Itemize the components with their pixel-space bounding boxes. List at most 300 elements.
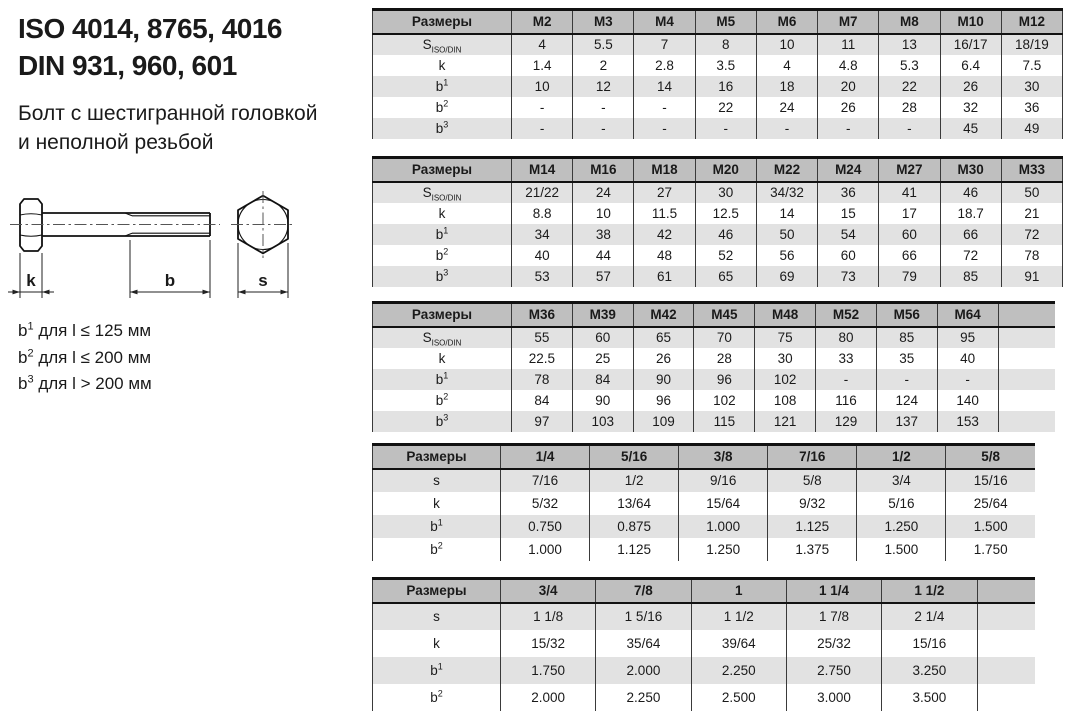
header-size-cell: M30 [940, 158, 1001, 182]
value-cell: 35/64 [596, 630, 691, 657]
header-dimensions-label: Размеры [373, 158, 512, 182]
value-cell: 90 [633, 369, 694, 390]
value-cell: 4 [756, 55, 817, 76]
value-cell: 60 [572, 327, 633, 348]
value-cell: - [573, 118, 634, 139]
row-label: $b^3$ [373, 266, 512, 287]
value-cell: 2.250 [596, 684, 691, 711]
header-size-cell: 1 1/4 [786, 579, 881, 603]
header-size-cell: M24 [818, 158, 879, 182]
value-cell: 3.250 [882, 657, 977, 684]
value-cell: 1.125 [768, 515, 857, 538]
value-cell: 129 [816, 411, 877, 432]
value-cell: 109 [633, 411, 694, 432]
s-dimension-label: s [258, 271, 268, 290]
value-cell: 16/17 [940, 34, 1001, 55]
value-cell: - [876, 369, 937, 390]
value-cell: 25/32 [786, 630, 881, 657]
value-cell: - [512, 97, 573, 118]
value-cell: 15/16 [946, 469, 1035, 492]
row-label: k [373, 55, 512, 76]
header-size-cell: M4 [634, 10, 695, 34]
value-cell [977, 603, 1035, 630]
header-size-cell: M22 [756, 158, 817, 182]
value-cell: 75 [755, 327, 816, 348]
table-row [373, 118, 1063, 139]
value-cell: 1 5/16 [596, 603, 691, 630]
value-cell: 12.5 [695, 203, 756, 224]
value-cell: 61 [634, 266, 695, 287]
header-size-cell: M27 [879, 158, 940, 182]
value-cell: 48 [634, 245, 695, 266]
title-din: DIN 931, 960, 601 [18, 50, 237, 81]
value-cell: 91 [1001, 266, 1062, 287]
table-row [373, 245, 1063, 266]
value-cell: 140 [937, 390, 998, 411]
value-cell: 72 [1001, 224, 1062, 245]
value-cell: 30 [695, 182, 756, 203]
value-cell: 39/64 [691, 630, 786, 657]
value-cell [998, 327, 1055, 348]
title-iso: ISO 4014, 8765, 4016 [18, 13, 282, 44]
value-cell: - [756, 118, 817, 139]
bolt-head-front-view [231, 191, 295, 258]
value-cell: 16 [695, 76, 756, 97]
value-cell: 2.250 [691, 657, 786, 684]
value-cell [998, 411, 1055, 432]
value-cell [977, 684, 1035, 711]
table-row [373, 348, 1056, 369]
value-cell: 45 [940, 118, 1001, 139]
value-cell: 13 [879, 34, 940, 55]
value-cell: 96 [694, 369, 755, 390]
value-cell: - [818, 118, 879, 139]
value-cell: - [879, 118, 940, 139]
row-label: $b^3$ [373, 118, 512, 139]
inch-table-quarter-to-5-8 [372, 443, 1035, 561]
row-label: k [373, 348, 512, 369]
value-cell: 22.5 [512, 348, 573, 369]
value-cell: 2.8 [634, 55, 695, 76]
header-size-cell: 1/4 [501, 445, 590, 469]
table-header-row [373, 10, 1063, 34]
value-cell: 4.8 [818, 55, 879, 76]
row-label: $b^2$ [373, 684, 501, 711]
header-size-cell: M18 [634, 158, 695, 182]
header-size-cell: 3/4 [501, 579, 596, 603]
value-cell: 1.750 [501, 657, 596, 684]
table-row [373, 224, 1063, 245]
value-cell: 124 [876, 390, 937, 411]
row-label: $b^1$ [373, 224, 512, 245]
header-size-cell: M20 [695, 158, 756, 182]
bolt-drawing-svg [5, 188, 317, 310]
value-cell: 14 [756, 203, 817, 224]
table-row [373, 182, 1063, 203]
value-cell: 38 [573, 224, 634, 245]
value-cell: 3.5 [695, 55, 756, 76]
value-cell: 1.000 [679, 515, 768, 538]
value-cell: 57 [573, 266, 634, 287]
value-cell: 102 [755, 369, 816, 390]
header-size-cell: 1/2 [857, 445, 946, 469]
value-cell: 65 [633, 327, 694, 348]
note-line: $b^1$ для l ≤ 125 мм [18, 320, 152, 340]
value-cell: 7 [634, 34, 695, 55]
header-dimensions-label: Размеры [373, 303, 512, 327]
value-cell: 69 [756, 266, 817, 287]
value-cell: 1 1/2 [691, 603, 786, 630]
row-label: $S_{ISO/DIN}$ [373, 327, 512, 348]
value-cell: 1 7/8 [786, 603, 881, 630]
table-row [373, 538, 1036, 561]
header-size-cell: M16 [573, 158, 634, 182]
row-label: $b^1$ [373, 369, 512, 390]
value-cell: 102 [694, 390, 755, 411]
value-cell: 5.5 [573, 34, 634, 55]
table-row [373, 266, 1063, 287]
inch-table-3-4-to-1-1-2 [372, 577, 1035, 711]
value-cell: 11.5 [634, 203, 695, 224]
note-line: $b^2$ для l ≤ 200 мм [18, 346, 152, 367]
value-cell: - [634, 118, 695, 139]
header-size-cell: M10 [940, 10, 1001, 34]
subtitle-line-1: Болт с шестигранной головкой [18, 102, 318, 125]
value-cell: 46 [940, 182, 1001, 203]
value-cell: 66 [940, 224, 1001, 245]
header-size-cell: M8 [879, 10, 940, 34]
value-cell: 8 [695, 34, 756, 55]
row-label: $b^2$ [373, 538, 501, 561]
value-cell: 10 [756, 34, 817, 55]
header-size-cell: M12 [1001, 10, 1062, 34]
value-cell: 2.000 [596, 657, 691, 684]
value-cell: - [634, 97, 695, 118]
value-cell: 78 [512, 369, 573, 390]
row-label: $S_{ISO/DIN}$ [373, 34, 512, 55]
value-cell: 26 [633, 348, 694, 369]
value-cell [977, 630, 1035, 657]
table-header-row [373, 579, 1036, 603]
table-row [373, 327, 1056, 348]
header-size-cell: 7/8 [596, 579, 691, 603]
value-cell: 95 [937, 327, 998, 348]
value-cell: 56 [756, 245, 817, 266]
header-size-cell: 3/8 [679, 445, 768, 469]
subtitle-block [18, 99, 317, 157]
header-size-cell: M14 [512, 158, 573, 182]
header-size-cell: M64 [937, 303, 998, 327]
value-cell: 42 [634, 224, 695, 245]
header-size-cell: M45 [694, 303, 755, 327]
value-cell: 28 [879, 97, 940, 118]
dimension-notes [18, 318, 152, 398]
value-cell: 25/64 [946, 492, 1035, 515]
value-cell: 25 [572, 348, 633, 369]
value-cell: 60 [879, 224, 940, 245]
value-cell [998, 390, 1055, 411]
value-cell: 27 [634, 182, 695, 203]
row-label: $b^2$ [373, 97, 512, 118]
value-cell: 22 [879, 76, 940, 97]
value-cell: 35 [876, 348, 937, 369]
value-cell: 3.000 [786, 684, 881, 711]
value-cell: 26 [940, 76, 1001, 97]
row-label: s [373, 469, 501, 492]
value-cell: 1.125 [590, 538, 679, 561]
value-cell: 73 [818, 266, 879, 287]
value-cell: 24 [573, 182, 634, 203]
row-label: $b^3$ [373, 411, 512, 432]
value-cell: 28 [694, 348, 755, 369]
table-header-row [373, 303, 1056, 327]
b-dimension-label: b [164, 271, 176, 290]
value-cell: 53 [512, 266, 573, 287]
header-dimensions-label: Размеры [373, 10, 512, 34]
value-cell: 70 [694, 327, 755, 348]
row-label: $b^2$ [373, 245, 512, 266]
value-cell: 55 [512, 327, 573, 348]
value-cell: 40 [937, 348, 998, 369]
table-row [373, 34, 1063, 55]
table-row [373, 657, 1036, 684]
value-cell: 7/16 [501, 469, 590, 492]
value-cell: 22 [695, 97, 756, 118]
header-size-cell [977, 579, 1035, 603]
value-cell: 32 [940, 97, 1001, 118]
header-size-cell: M5 [695, 10, 756, 34]
value-cell: 1.250 [857, 515, 946, 538]
metric-table-m36-m64 [372, 301, 1055, 432]
table-row [373, 411, 1056, 432]
value-cell: 30 [755, 348, 816, 369]
title-block [18, 10, 282, 84]
row-label: $b^1$ [373, 515, 501, 538]
row-label: $S_{ISO/DIN}$ [373, 182, 512, 203]
value-cell: 116 [816, 390, 877, 411]
value-cell: 2.750 [786, 657, 881, 684]
value-cell: 36 [1001, 97, 1062, 118]
value-cell: 12 [573, 76, 634, 97]
value-cell: 15/32 [501, 630, 596, 657]
value-cell: 49 [1001, 118, 1062, 139]
header-size-cell: M3 [573, 10, 634, 34]
value-cell: - [512, 118, 573, 139]
value-cell: 2.000 [501, 684, 596, 711]
value-cell: 50 [756, 224, 817, 245]
value-cell: 44 [573, 245, 634, 266]
table-row [373, 203, 1063, 224]
header-size-cell: M36 [512, 303, 573, 327]
header-dimensions-label: Размеры [373, 445, 501, 469]
row-label: $b^2$ [373, 390, 512, 411]
value-cell: 36 [818, 182, 879, 203]
value-cell: 2 1/4 [882, 603, 977, 630]
value-cell: 15/16 [882, 630, 977, 657]
value-cell: 8.8 [512, 203, 573, 224]
header-size-cell: M33 [1001, 158, 1062, 182]
value-cell [998, 348, 1055, 369]
value-cell: 1.500 [857, 538, 946, 561]
table-row [373, 369, 1056, 390]
value-cell: - [695, 118, 756, 139]
header-size-cell: M56 [876, 303, 937, 327]
value-cell: 18.7 [940, 203, 1001, 224]
value-cell: 1.4 [512, 55, 573, 76]
value-cell: 5/8 [768, 469, 857, 492]
value-cell: 46 [695, 224, 756, 245]
header-size-cell: M6 [756, 10, 817, 34]
table-row [373, 390, 1056, 411]
table-row [373, 603, 1036, 630]
value-cell: 115 [694, 411, 755, 432]
value-cell: 54 [818, 224, 879, 245]
value-cell: 2 [573, 55, 634, 76]
value-cell: 1.000 [501, 538, 590, 561]
table-row [373, 55, 1063, 76]
header-size-cell [998, 303, 1055, 327]
value-cell: 9/32 [768, 492, 857, 515]
value-cell: 18/19 [1001, 34, 1062, 55]
dimension-b [130, 240, 210, 298]
value-cell: 84 [512, 390, 573, 411]
header-size-cell: 1 1/2 [882, 579, 977, 603]
row-label: s [373, 603, 501, 630]
value-cell: 9/16 [679, 469, 768, 492]
value-cell: 0.875 [590, 515, 679, 538]
value-cell: 34 [512, 224, 573, 245]
value-cell: 11 [818, 34, 879, 55]
value-cell: 1.500 [946, 515, 1035, 538]
bolt-technical-drawing [5, 188, 317, 315]
value-cell: 13/64 [590, 492, 679, 515]
header-size-cell: 5/16 [590, 445, 679, 469]
value-cell: 121 [755, 411, 816, 432]
value-cell: 85 [940, 266, 1001, 287]
value-cell: - [937, 369, 998, 390]
value-cell: 65 [695, 266, 756, 287]
value-cell: 20 [818, 76, 879, 97]
value-cell [998, 369, 1055, 390]
value-cell: 66 [879, 245, 940, 266]
table-row [373, 630, 1036, 657]
value-cell: 14 [634, 76, 695, 97]
value-cell: 79 [879, 266, 940, 287]
value-cell: 153 [937, 411, 998, 432]
k-dimension-label: k [26, 271, 36, 290]
value-cell: 15 [818, 203, 879, 224]
value-cell: 52 [695, 245, 756, 266]
value-cell: 1.250 [679, 538, 768, 561]
value-cell: 15/64 [679, 492, 768, 515]
value-cell: 17 [879, 203, 940, 224]
value-cell: 7.5 [1001, 55, 1062, 76]
value-cell: 1.375 [768, 538, 857, 561]
row-label: k [373, 203, 512, 224]
row-label: $b^1$ [373, 76, 512, 97]
value-cell: 97 [512, 411, 573, 432]
value-cell: 26 [818, 97, 879, 118]
value-cell: 2.500 [691, 684, 786, 711]
value-cell: 85 [876, 327, 937, 348]
value-cell: 21 [1001, 203, 1062, 224]
value-cell: 40 [512, 245, 573, 266]
header-size-cell: 7/16 [768, 445, 857, 469]
value-cell: 6.4 [940, 55, 1001, 76]
header-dimensions-label: Размеры [373, 579, 501, 603]
subtitle-line-2: и неполной резьбой [18, 131, 214, 154]
value-cell: 5/32 [501, 492, 590, 515]
table-header-row [373, 158, 1063, 182]
header-size-cell: 5/8 [946, 445, 1035, 469]
header-size-cell: M52 [816, 303, 877, 327]
value-cell: 24 [756, 97, 817, 118]
row-label: $b^1$ [373, 657, 501, 684]
header-size-cell: M7 [818, 10, 879, 34]
header-size-cell: M2 [512, 10, 573, 34]
value-cell [977, 657, 1035, 684]
metric-table-m2-m12 [372, 8, 1063, 139]
value-cell: 90 [572, 390, 633, 411]
header-size-cell: 1 [691, 579, 786, 603]
value-cell: 108 [755, 390, 816, 411]
value-cell: 0.750 [501, 515, 590, 538]
value-cell: 137 [876, 411, 937, 432]
value-cell: 1/2 [590, 469, 679, 492]
value-cell: 18 [756, 76, 817, 97]
value-cell: 10 [573, 203, 634, 224]
value-cell: 34/32 [756, 182, 817, 203]
value-cell: 1.750 [946, 538, 1035, 561]
value-cell: 103 [572, 411, 633, 432]
value-cell: 72 [940, 245, 1001, 266]
table-row [373, 515, 1036, 538]
table-row [373, 76, 1063, 97]
value-cell: 3/4 [857, 469, 946, 492]
header-size-cell: M39 [572, 303, 633, 327]
value-cell: 10 [512, 76, 573, 97]
value-cell: - [816, 369, 877, 390]
value-cell: - [573, 97, 634, 118]
value-cell: 50 [1001, 182, 1062, 203]
row-label: k [373, 492, 501, 515]
value-cell: 3.500 [882, 684, 977, 711]
value-cell: 21/22 [512, 182, 573, 203]
value-cell: 33 [816, 348, 877, 369]
table-header-row [373, 445, 1036, 469]
value-cell: 84 [572, 369, 633, 390]
value-cell: 1 1/8 [501, 603, 596, 630]
row-label: k [373, 630, 501, 657]
value-cell: 60 [818, 245, 879, 266]
value-cell: 30 [1001, 76, 1062, 97]
table-row [373, 684, 1036, 711]
header-size-cell: M42 [633, 303, 694, 327]
value-cell: 80 [816, 327, 877, 348]
value-cell: 96 [633, 390, 694, 411]
value-cell: 5/16 [857, 492, 946, 515]
table-row [373, 97, 1063, 118]
metric-table-m14-m33 [372, 156, 1063, 287]
value-cell: 4 [512, 34, 573, 55]
value-cell: 5.3 [879, 55, 940, 76]
header-size-cell: M48 [755, 303, 816, 327]
table-row [373, 492, 1036, 515]
value-cell: 41 [879, 182, 940, 203]
value-cell: 78 [1001, 245, 1062, 266]
table-row [373, 469, 1036, 492]
note-line: $b^3$ для l > 200 мм [18, 373, 152, 393]
